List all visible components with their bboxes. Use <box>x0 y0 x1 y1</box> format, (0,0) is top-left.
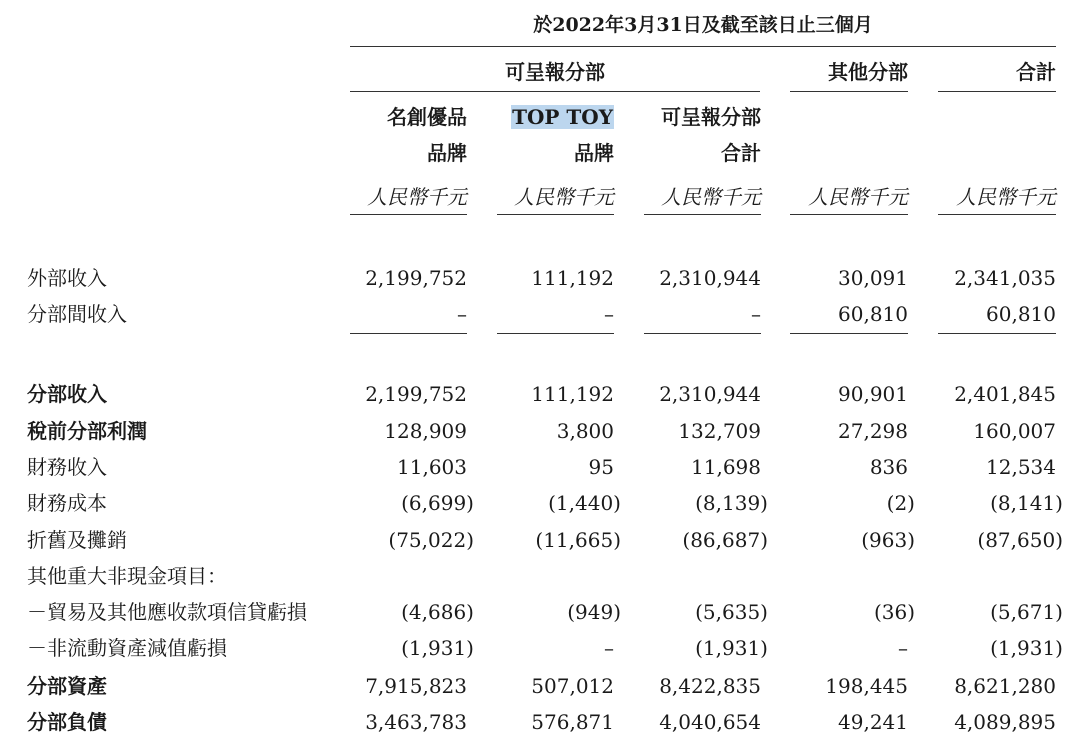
table-cell: (8,139) <box>695 491 768 515</box>
col5-unit: 人民幣千元 <box>956 185 1056 209</box>
table-cell: 836 <box>869 455 908 479</box>
table-cell: (1,931) <box>401 636 474 660</box>
table-cell: 27,298 <box>838 419 908 443</box>
row-segment-assets-label: 分部資產 <box>27 674 107 698</box>
subtotal-rule <box>790 333 908 334</box>
table-cell: (4,686) <box>401 600 474 624</box>
subtotal-rule <box>350 333 467 334</box>
group-reportable-heading: 可呈報分部 <box>505 60 605 84</box>
col4-unit-underline <box>790 214 908 215</box>
col4-unit: 人民幣千元 <box>808 185 908 209</box>
col3-unit-underline <box>644 214 761 215</box>
table-cell: 3,800 <box>556 419 614 443</box>
table-cell: 128,909 <box>384 419 467 443</box>
table-cell: – <box>604 636 614 660</box>
period-underline <box>350 46 1056 47</box>
row-inter-segment-revenue-label: 分部間收入 <box>27 302 127 326</box>
row-segment-revenue-label: 分部收入 <box>27 382 107 406</box>
row-finance-costs-label: 財務成本 <box>27 491 107 515</box>
col1-unit-underline <box>350 214 467 215</box>
table-cell: 3,463,783 <box>365 710 467 734</box>
table-cell: 2,310,944 <box>659 266 761 290</box>
table-cell: 49,241 <box>838 710 908 734</box>
table-cell: (5,635) <box>695 600 768 624</box>
table-cell: 7,915,823 <box>365 674 467 698</box>
table-cell: – <box>457 302 467 326</box>
table-cell: (2) <box>886 491 915 515</box>
table-cell: 507,012 <box>531 674 614 698</box>
row-other-noncash-items-label: 其他重大非現金項目： <box>27 564 227 588</box>
row-segment-profit-before-tax-label: 稅前分部利潤 <box>27 419 147 443</box>
table-cell: (75,022) <box>388 528 474 552</box>
table-cell: 111,192 <box>531 382 614 406</box>
table-cell: 2,199,752 <box>365 382 467 406</box>
col2-header-line2: 品牌 <box>574 141 614 165</box>
subtotal-rule <box>644 333 761 334</box>
col1-header-line2: 品牌 <box>427 141 467 165</box>
row-impairment-loss-label: －非流動資產減值虧損 <box>27 636 227 660</box>
table-cell: 2,199,752 <box>365 266 467 290</box>
table-cell: 198,445 <box>825 674 908 698</box>
table-cell: (6,699) <box>401 491 474 515</box>
table-cell: (11,665) <box>535 528 621 552</box>
table-cell: 11,698 <box>691 455 761 479</box>
col1-unit: 人民幣千元 <box>367 185 467 209</box>
col3-unit: 人民幣千元 <box>661 185 761 209</box>
table-cell: 12,534 <box>986 455 1056 479</box>
row-external-revenue-label: 外部收入 <box>27 266 107 290</box>
table-cell: 2,401,845 <box>954 382 1056 406</box>
table-cell: 111,192 <box>531 266 614 290</box>
table-cell: 4,089,895 <box>954 710 1056 734</box>
table-cell: 90,901 <box>838 382 908 406</box>
table-cell: (8,141) <box>990 491 1063 515</box>
table-cell: 160,007 <box>973 419 1056 443</box>
table-cell: 60,810 <box>986 302 1056 326</box>
table-cell: 95 <box>588 455 614 479</box>
col2-unit-underline <box>497 214 614 215</box>
table-cell: 4,040,654 <box>659 710 761 734</box>
group-total-underline <box>938 91 1056 92</box>
table-cell: (87,650) <box>977 528 1063 552</box>
table-cell: 30,091 <box>838 266 908 290</box>
table-cell: 60,810 <box>838 302 908 326</box>
table-cell: 11,603 <box>397 455 467 479</box>
period-title: 於2022年3月31日及截至該日止三個月 <box>533 14 873 36</box>
col2-header-line1 <box>497 105 614 129</box>
table-cell: – <box>751 302 761 326</box>
top-toy-highlighted-text: TOP TOY <box>512 105 613 129</box>
group-other-heading: 其他分部 <box>828 60 908 84</box>
table-cell: 8,621,280 <box>954 674 1056 698</box>
table-cell: 132,709 <box>678 419 761 443</box>
table-cell: – <box>898 636 908 660</box>
row-finance-income-label: 財務收入 <box>27 455 107 479</box>
table-cell: (963) <box>861 528 915 552</box>
col2-unit: 人民幣千元 <box>514 185 614 209</box>
row-credit-loss-label: －貿易及其他應收款項信貸虧損 <box>27 600 307 624</box>
table-cell: (949) <box>567 600 621 624</box>
table-cell: (1,931) <box>695 636 768 660</box>
subtotal-rule <box>938 333 1056 334</box>
col3-header-line1: 可呈報分部 <box>661 105 761 129</box>
table-cell: 2,341,035 <box>954 266 1056 290</box>
group-other-underline <box>790 91 908 92</box>
row-segment-liabilities-label: 分部負債 <box>27 710 107 734</box>
table-cell: 8,422,835 <box>659 674 761 698</box>
table-cell: (86,687) <box>682 528 768 552</box>
table-cell: (1,440) <box>548 491 621 515</box>
subtotal-rule <box>497 333 614 334</box>
table-cell: 2,310,944 <box>659 382 761 406</box>
group-reportable-underline <box>350 91 760 92</box>
table-cell: (5,671) <box>990 600 1063 624</box>
table-cell: – <box>604 302 614 326</box>
table-cell: (36) <box>873 600 915 624</box>
col3-header-line2: 合計 <box>721 141 761 165</box>
group-total-heading: 合計 <box>1016 60 1056 84</box>
col5-unit-underline <box>938 214 1056 215</box>
row-depreciation-amortisation-label: 折舊及攤銷 <box>27 528 127 552</box>
col1-header-line1: 名創優品 <box>387 105 467 129</box>
table-cell: 576,871 <box>531 710 614 734</box>
table-cell: (1,931) <box>990 636 1063 660</box>
